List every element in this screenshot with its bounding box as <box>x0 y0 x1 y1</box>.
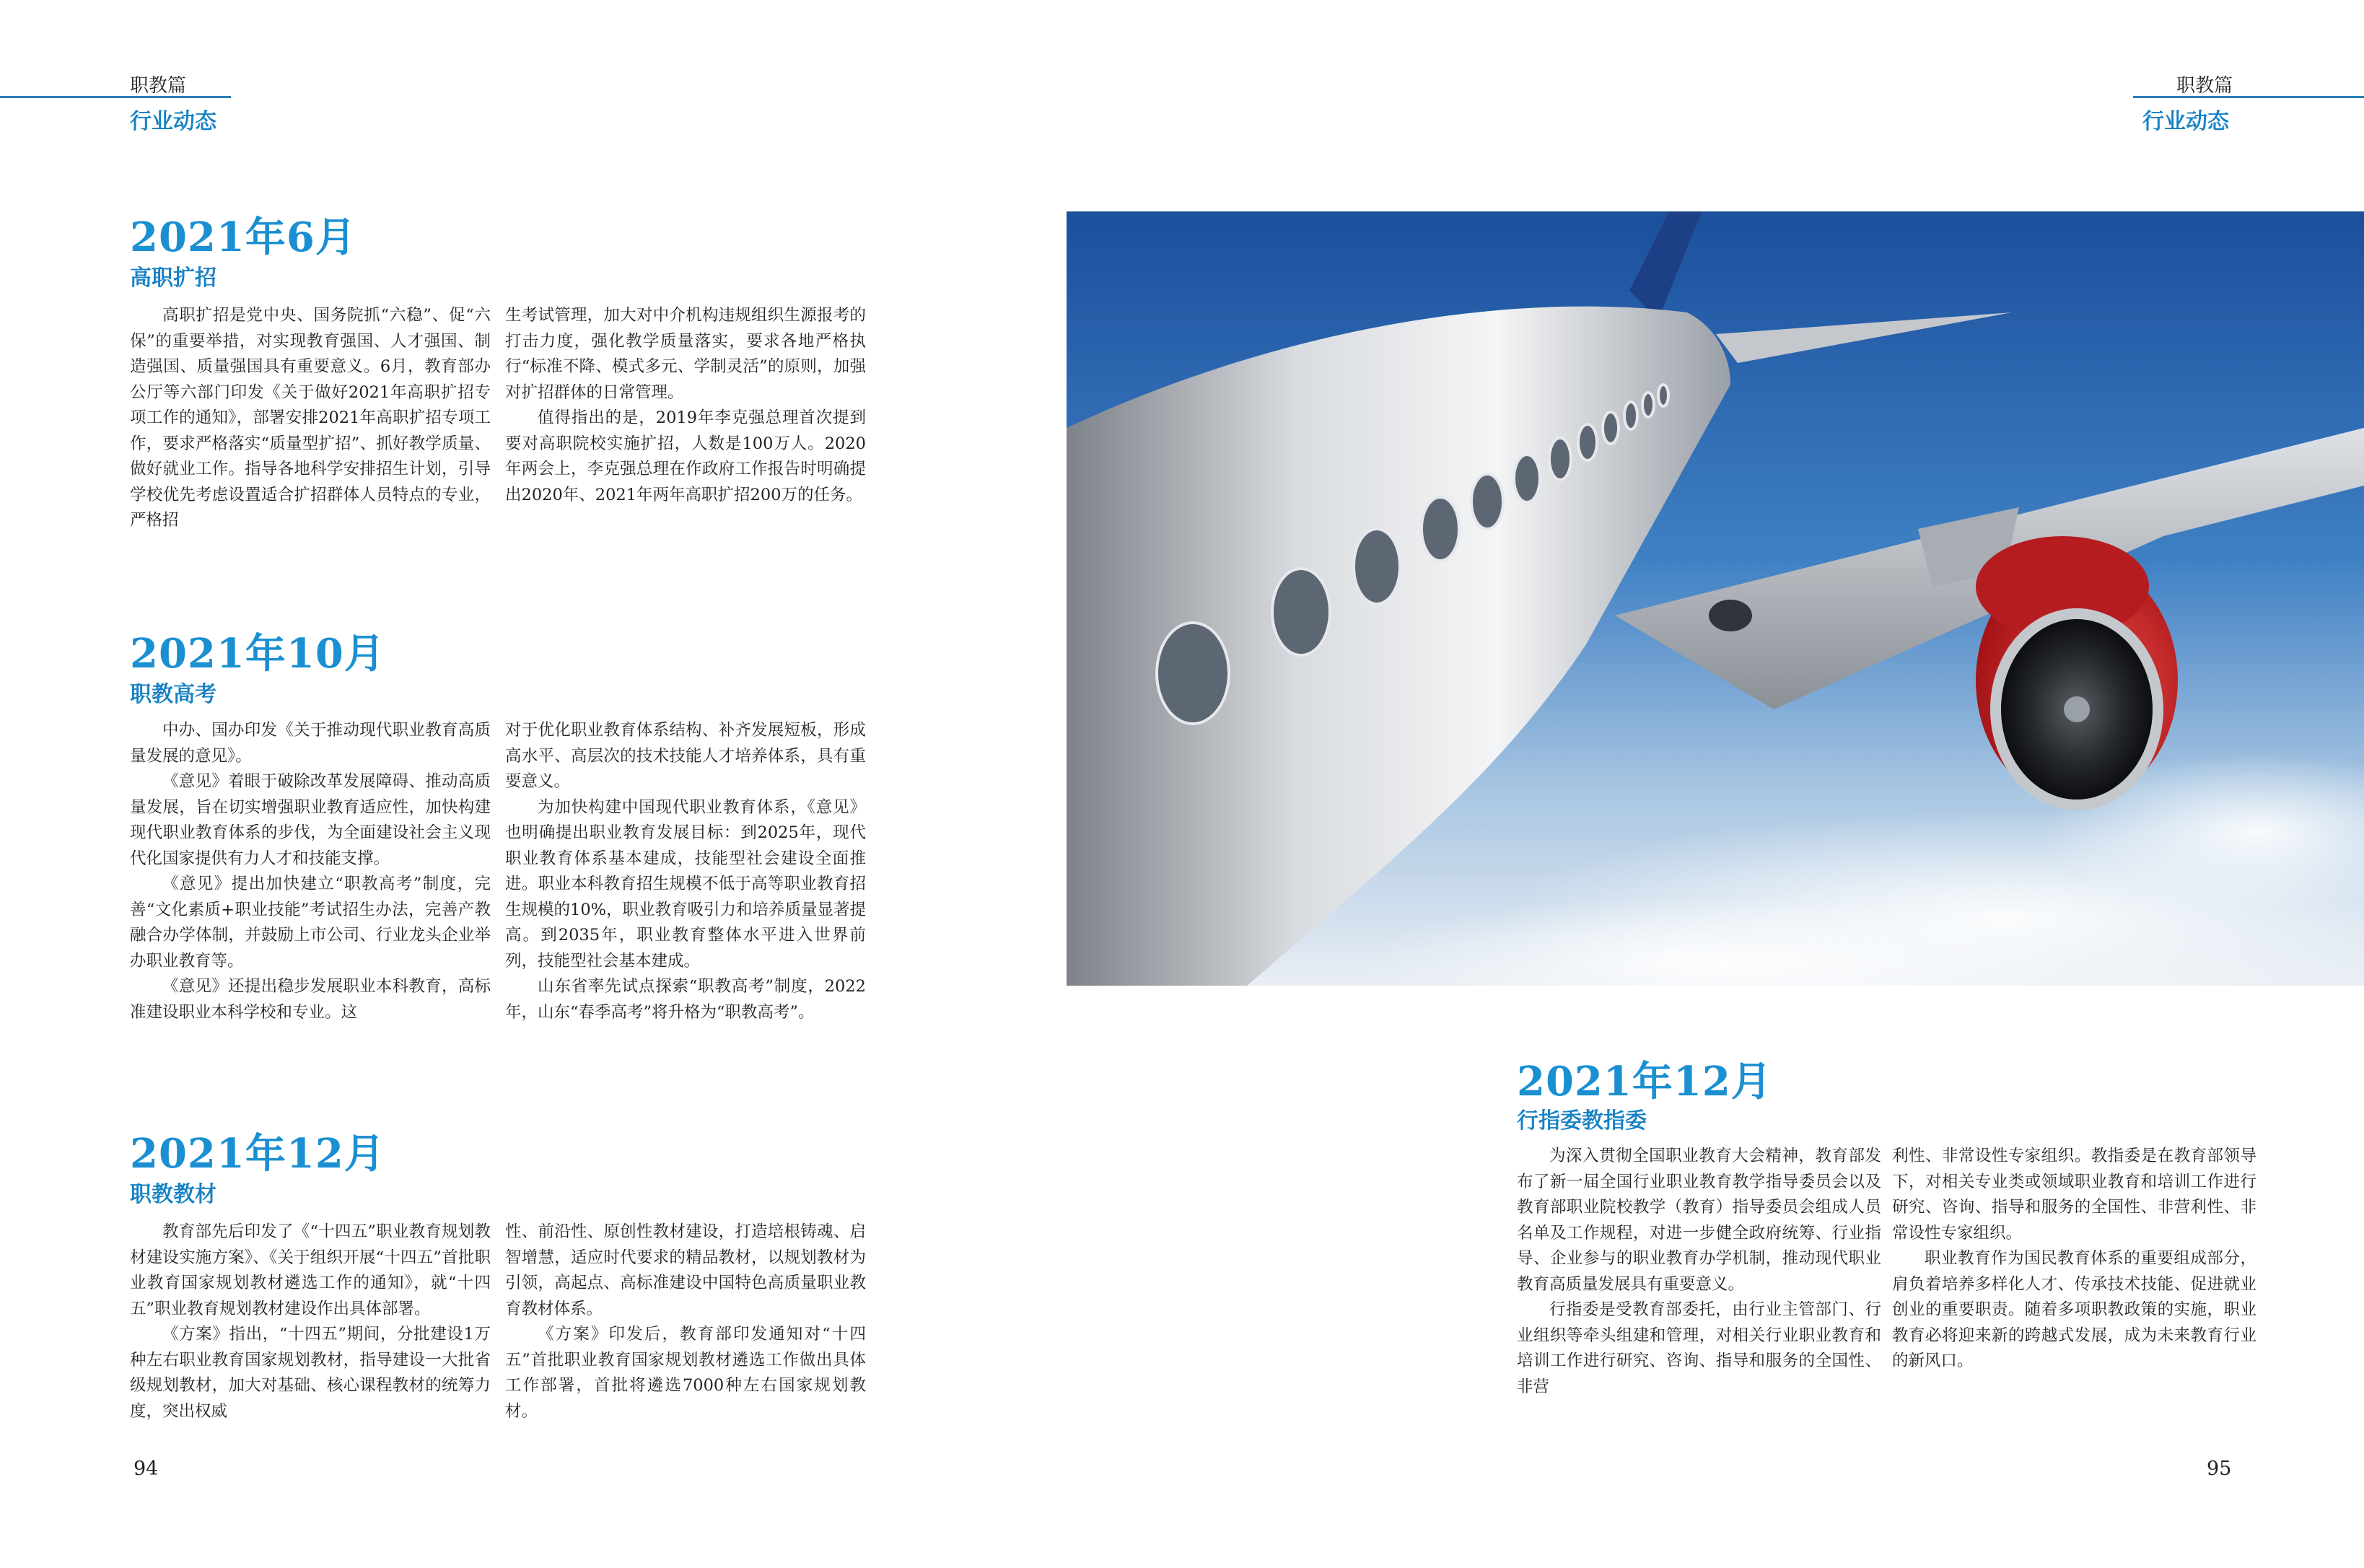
section-column <box>130 718 491 1025</box>
header-title-right: 行业动态 <box>2142 109 2229 134</box>
header-rule-right <box>2133 96 2364 98</box>
section-column <box>1517 1144 1881 1400</box>
paragraph: 《意见》着眼于破除改革发展障碍、推动高质量发展，旨在切实增强职业教育适应性，加快构建现代职业教育体系的步伐，为全面建设社会主义现代化国家提供有力人才和技能支撑。 <box>130 772 491 868</box>
paragraph: 值得指出的是，2019年李克强总理首次提到要对高职院校实施扩招，人数是100万人。2020年两会上，李克强总理在作政府工作报告时明确提出2020年、2021年两年高职扩招200万的任务。 <box>505 408 866 504</box>
section-column <box>130 1219 491 1424</box>
section-heading: 2021年6月 <box>130 214 356 261</box>
section-heading: 2021年10月 <box>130 630 385 678</box>
paragraph: 利性、非常设性专家组织。教指委是在教育部领导下，对相关专业类或领域职业教育和培训工作进行研究、咨询、指导和服务的全国性、非营利性、非常设性专家组织。 <box>1892 1147 2256 1243</box>
section-subheading: 职教高考 <box>130 682 216 707</box>
section-column <box>505 303 866 508</box>
paragraph: 教育部先后印发了《“十四五”职业教育规划教材建设实施方案》、《关于组织开展“十四五”首批职业教育国家规划教材遴选工作的通知》，就“十四五”职业教育规划教材建设作出具体部署。 <box>130 1222 491 1318</box>
page-number-left: 94 <box>133 1458 159 1480</box>
header-title-left: 行业动态 <box>130 109 216 134</box>
page-number-right: 95 <box>2207 1458 2232 1480</box>
paragraph: 高职扩招是党中央、国务院抓“六稳”、促“六保”的重要举措，对实现教育强国、人才强国、制造强国、质量强国具有重要意义。6月，教育部办公厅等六部门印发《关于做好2021年高职扩招专项工作的通知》，部署安排2021年高职扩招专项工作，要求严格落实“质量型扩招”、抓好教学质量、做好就业工作。指导各地科学安排招生计划，引导学校优先考虑设置适合扩招群体人员特点的专业，严格招 <box>130 306 491 530</box>
section-heading: 2021年12月 <box>130 1130 385 1178</box>
paragraph: 中办、国办印发《关于推动现代职业教育高质量发展的意见》。 <box>130 721 491 766</box>
paragraph: 《意见》提出加快建立“职教高考”制度，完善“文化素质+职业技能”考试招生办法，完善产教融合办学体制，并鼓励上市公司、行业龙头企业举办职业教育等。 <box>130 875 491 971</box>
paragraph: 为加快构建中国现代职业教育体系，《意见》也明确提出职业教育发展目标：到2025年，现代职业教育体系基本建成，技能型社会建设全面推进。职业本科教育招生规模不低于高等职业教育招生规模的10%，职业教育吸引力和培养质量显著提高。到2035年，职业教育整体水平进入世界前列，技能型社会基本建成。 <box>505 797 867 971</box>
paragraph: 对于优化职业教育体系结构、补齐发展短板，形成高水平、高层次的技术技能人才培养体系，具有重要意义。 <box>505 721 866 791</box>
header-tag-left: 职教篇 <box>130 75 187 97</box>
header-tag-right: 职教篇 <box>2176 75 2233 97</box>
section-column <box>1892 1144 2256 1375</box>
paragraph: 性、前沿性、原创性教材建设，打造培根铸魂、启智增慧，适应时代要求的精品教材，以规划教材为引领，高起点、高标准建设中国特色高质量职业教育教材体系。 <box>505 1222 866 1318</box>
header-rule-left <box>0 96 231 98</box>
airplane-photo-svg <box>1067 211 2364 986</box>
airplane-photo <box>1067 211 2364 986</box>
paragraph: 《方案》印发后，教育部印发通知对“十四五”首批职业教育国家规划教材遴选工作做出具体工作部署，首批将遴选7000种左右国家规划教材。 <box>505 1325 866 1421</box>
section-subheading: 职教教材 <box>130 1182 216 1207</box>
paragraph: 《方案》指出，“十四五”期间，分批建设1万种左右职业教育国家规划教材，指导建设一大批省级规划教材，加大对基础、核心课程教材的统筹力度，突出权威 <box>130 1325 491 1421</box>
paragraph: 《意见》还提出稳步发展职业本科教育，高标准建设职业本科学校和专业。这 <box>130 977 491 1022</box>
section-column <box>130 303 491 534</box>
paragraph: 生考试管理，加大对中介机构违规组织生源报考的打击力度，强化教学质量落实，要求各地严格执行“标准不降、模式多元、学制灵活”的原则，加强对扩招群体的日常管理。 <box>505 306 866 402</box>
paragraph: 职业教育作为国民教育体系的重要组成部分，肩负着培养多样化人才、传承技术技能、促进就业创业的重要职责。随着多项职教政策的实施，职业教育必将迎来新的跨越式发展，成为未来教育行业的新风口。 <box>1892 1249 2256 1370</box>
section-column <box>505 718 866 1025</box>
section-subheading: 高职扩招 <box>130 266 216 291</box>
paragraph: 行指委是受教育部委托，由行业主管部门、行业组织等牵头组建和管理，对相关行业职业教育和培训工作进行研究、咨询、指导和服务的全国性、非营 <box>1517 1300 1881 1396</box>
section-column <box>505 1219 866 1424</box>
paragraph: 山东省率先试点探索“职教高考”制度，2022年，山东“春季高考”将升格为“职教高考”。 <box>505 977 866 1022</box>
section-heading: 2021年12月 <box>1517 1058 1772 1105</box>
section-subheading: 行指委教指委 <box>1517 1108 1647 1134</box>
paragraph: 为深入贯彻全国职业教育大会精神，教育部发布了新一届全国行业职业教育教学指导委员会以及教育部职业院校教学（教育）指导委员会组成人员名单及工作规程，对进一步健全政府统筹、行业指导、企业参与的职业教育办学机制，推动现代职业教育高质量发展具有重要意义。 <box>1517 1147 1881 1294</box>
